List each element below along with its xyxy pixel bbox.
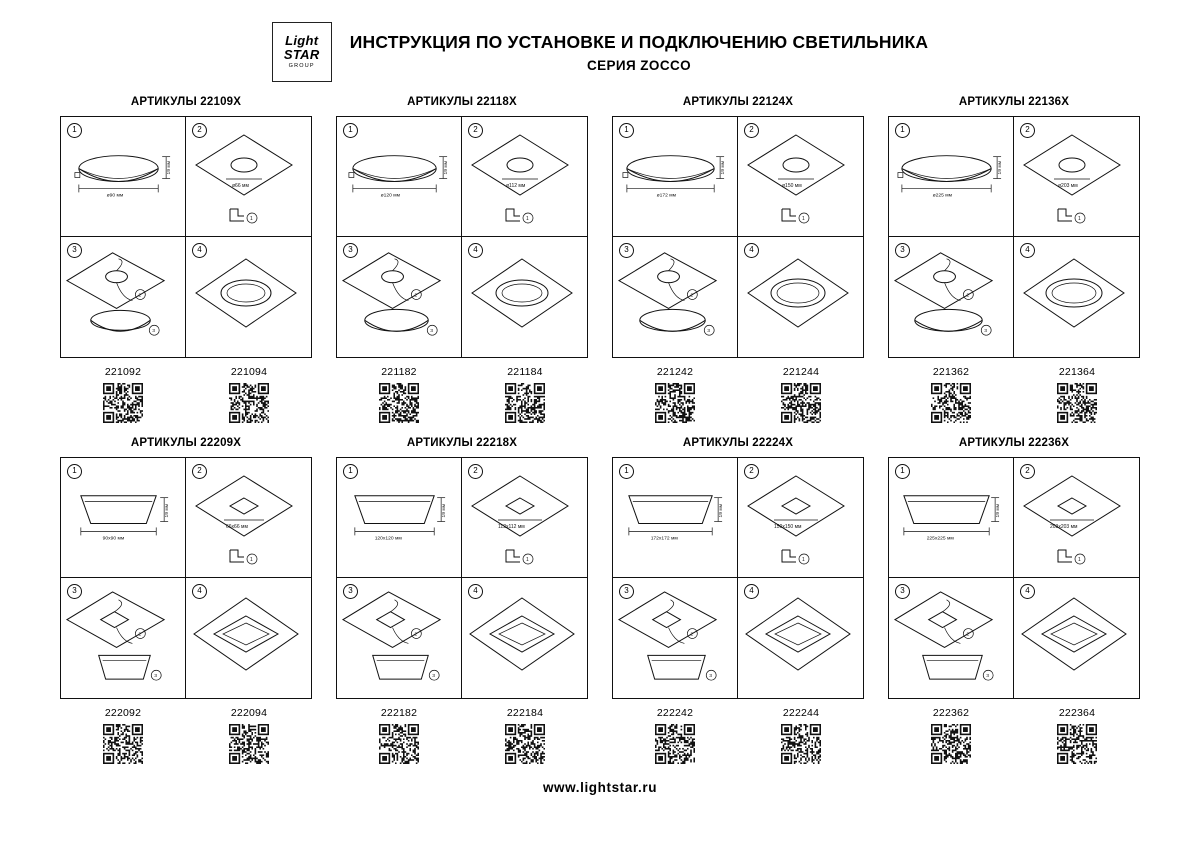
step-cell-4 [186,237,311,357]
dim-cutout-label: 66x66 мм [226,524,248,530]
svg-text:3: 3 [709,674,712,680]
diagram-ceiling-cutout-round [462,117,587,237]
qr-code [655,724,695,764]
code-number: 222182 [380,707,418,719]
qr-code [505,724,545,764]
code-number: 222362 [932,707,970,719]
svg-text:1: 1 [250,557,253,563]
code-item [344,366,454,423]
diagram-fixture-round-side [337,117,461,236]
step-number: 1 [895,123,910,138]
step-number: 1 [67,464,82,479]
diagram-wiring-round [337,237,461,356]
step-cell-3 [889,237,1014,357]
dim-cutout-label: 112x112 мм [498,524,525,530]
diagram-wiring-square [613,578,737,697]
codes-row [612,707,864,764]
code-number: 221182 [381,366,417,378]
page-subtitle: СЕРИЯ ZOCCO [586,57,692,73]
qr-code [103,724,143,764]
logo-line-2: STAR [283,47,320,63]
svg-text:3: 3 [707,329,710,335]
diagram-fixture-round-side [613,117,737,236]
step-number: 1 [619,464,634,479]
diagram-installed-round [186,237,311,357]
code-number: 222092 [104,707,142,719]
lightstar-logo [272,22,332,82]
code-item [746,366,856,423]
code-number: 222364 [1058,707,1096,719]
step-cell-2 [186,458,311,578]
dim-height-label: 19 мм [721,160,727,175]
step-number: 1 [343,464,358,479]
codes-row [888,707,1140,764]
step-cell-1 [61,458,186,578]
step-cell-4 [462,578,587,698]
dim-diameter-label: ø225 мм [932,193,953,199]
diagram-wiring-square [337,578,461,697]
steps-grid [336,457,588,699]
step-cell-3 [61,578,186,698]
svg-text:2: 2 [966,293,970,299]
code-item [896,707,1006,764]
step-number: 4 [744,584,759,599]
step-cell-2 [738,117,863,237]
block-title: АРТИКУЛЫ 22218X [406,437,518,449]
diagram-wiring-round [613,237,737,356]
dim-cutout-label: ø203 мм [1058,183,1078,189]
qr-code [781,383,821,423]
step-number: 3 [343,584,358,599]
qr-code [103,383,143,423]
svg-text:3: 3 [984,329,987,335]
svg-text:3: 3 [154,674,157,680]
code-number: 222242 [656,707,694,719]
qr-code [655,383,695,423]
codes-row [336,707,588,764]
step-cell-1 [889,458,1014,578]
step-cell-4 [738,578,863,698]
step-number: 1 [895,464,910,479]
diagram-installed-square [186,578,311,698]
codes-row [60,707,312,764]
dim-cutout-label: ø112 мм [506,183,526,189]
step-number: 4 [192,243,207,258]
product-block-22124X [612,96,864,423]
dim-height-label: 19 мм [996,503,1002,518]
step-number: 3 [67,584,82,599]
page-header [0,0,1200,82]
product-block-22209X [60,437,312,764]
svg-text:3: 3 [430,329,433,335]
step-cell-4 [1014,578,1139,698]
qr-code [379,724,419,764]
block-row-round [0,96,1200,423]
step-number: 4 [468,243,483,258]
dim-diameter-label: ø172 мм [656,193,677,199]
code-number: 222244 [782,707,820,719]
code-number: 222094 [230,707,268,719]
steps-grid [336,116,588,358]
code-item [470,707,580,764]
code-item [470,366,580,423]
diagram-installed-round [462,237,587,357]
step-number: 2 [744,123,759,138]
diagram-installed-square [1014,578,1139,698]
svg-text:1: 1 [1078,216,1081,222]
diagram-ceiling-cutout-round [738,117,863,237]
code-item [1022,366,1132,423]
diagram-fixture-round-side [889,117,1013,236]
step-cell-1 [613,117,738,237]
logo-line-1: Light [285,33,319,49]
dim-size-label: 225x225 мм [926,536,954,542]
product-block-22118X [336,96,588,423]
step-number: 2 [468,123,483,138]
step-cell-4 [738,237,863,357]
diagram-ceiling-cutout-round [1014,117,1139,237]
svg-text:3: 3 [432,674,435,680]
step-cell-1 [337,117,462,237]
dim-cutout-label: 203x203 мм [1050,524,1078,530]
svg-text:1: 1 [1078,557,1081,563]
dim-size-label: 172x172 мм [650,536,678,542]
svg-text:2: 2 [138,632,142,638]
step-number: 1 [343,123,358,138]
block-title: АРТИКУЛЫ 22136X [958,96,1070,108]
diagram-fixture-square-side [889,458,1013,577]
block-title: АРТИКУЛЫ 22224X [682,437,794,449]
step-cell-2 [1014,117,1139,237]
block-title: АРТИКУЛЫ 22109X [130,96,242,108]
diagram-ceiling-cutout-square [1014,458,1139,578]
block-title: АРТИКУЛЫ 22124X [682,96,794,108]
step-cell-4 [462,237,587,357]
step-number: 4 [468,584,483,599]
steps-grid [612,457,864,699]
product-block-22109X [60,96,312,423]
step-number: 3 [619,584,634,599]
svg-text:2: 2 [414,632,418,638]
step-number: 3 [895,584,910,599]
step-number: 1 [67,123,82,138]
step-cell-1 [613,458,738,578]
step-cell-1 [889,117,1014,237]
step-cell-2 [1014,458,1139,578]
qr-code [931,724,971,764]
header-titles [350,32,929,73]
code-item [1022,707,1132,764]
dim-height-label: 19 мм [442,503,448,518]
step-cell-2 [462,117,587,237]
step-number: 2 [192,123,207,138]
step-number: 3 [343,243,358,258]
diagram-fixture-square-side [61,458,185,577]
diagram-installed-square [738,578,863,698]
dim-height-label: 19 мм [165,503,171,518]
step-cell-2 [186,117,311,237]
code-item [344,707,454,764]
code-item [194,366,304,423]
diagram-fixture-round-side [61,117,185,236]
svg-text:1: 1 [526,557,529,563]
step-number: 3 [619,243,634,258]
diagram-installed-square [462,578,587,698]
step-cell-3 [613,237,738,357]
code-item [620,707,730,764]
diagram-ceiling-cutout-square [738,458,863,578]
qr-code [1057,724,1097,764]
code-item [620,366,730,423]
dim-cutout-label: ø66 мм [232,183,249,189]
step-number: 2 [1020,464,1035,479]
product-block-22136X [888,96,1140,423]
step-cell-2 [462,458,587,578]
codes-row [612,366,864,423]
page-title: ИНСТРУКЦИЯ ПО УСТАНОВКЕ И ПОДКЛЮЧЕНИЮ СВЕТИЛЬНИКА [349,31,929,52]
code-number: 221244 [782,366,820,378]
svg-text:1: 1 [526,216,529,222]
step-number: 4 [744,243,759,258]
diagram-wiring-square [889,578,1013,697]
diagram-installed-round [1014,237,1139,357]
dim-diameter-label: ø90 мм [106,193,124,199]
product-block-22218X [336,437,588,764]
steps-grid [888,457,1140,699]
dim-cutout-label: 150x150 мм [774,524,802,530]
block-title: АРТИКУЛЫ 22209X [130,437,242,449]
code-item [194,707,304,764]
step-number: 3 [895,243,910,258]
code-item [68,707,178,764]
qr-code [229,724,269,764]
diagram-wiring-round [61,237,185,356]
step-cell-4 [1014,237,1139,357]
dim-height-label: 19 мм [998,160,1004,175]
qr-code [229,383,269,423]
step-number: 2 [1020,123,1035,138]
svg-text:3: 3 [152,329,156,335]
step-cell-3 [337,237,462,357]
steps-grid [612,116,864,358]
steps-grid [888,116,1140,358]
block-row-square [0,437,1200,764]
svg-text:1: 1 [250,216,253,222]
codes-row [60,366,312,423]
svg-text:2: 2 [690,632,694,638]
steps-grid [60,457,312,699]
codes-row [336,366,588,423]
code-number: 221242 [656,366,694,378]
diagram-installed-round [738,237,863,357]
dim-height-label: 19 мм [719,503,725,518]
diagram-ceiling-cutout-square [186,458,311,578]
dim-height-label: 19 мм [167,160,173,175]
block-title: АРТИКУЛЫ 22118X [407,96,517,108]
step-number: 4 [1020,584,1035,599]
dim-diameter-label: ø120 мм [380,193,401,199]
diagram-ceiling-cutout-round [186,117,311,237]
dim-height-label: 19 мм [444,160,450,175]
step-number: 4 [192,584,207,599]
svg-text:1: 1 [802,216,805,222]
dim-cutout-label: ø150 мм [782,183,802,189]
diagram-wiring-round [889,237,1013,356]
diagram-wiring-square [61,578,185,697]
diagram-ceiling-cutout-square [462,458,587,578]
qr-code [781,724,821,764]
step-number: 2 [468,464,483,479]
qr-code [505,383,545,423]
website-footer: www.lightstar.ru [542,780,658,795]
svg-text:3: 3 [986,674,989,680]
code-item [68,366,178,423]
step-number: 2 [744,464,759,479]
code-item [896,366,1006,423]
step-cell-3 [61,237,186,357]
svg-text:2: 2 [690,293,694,299]
svg-text:2: 2 [966,632,970,638]
steps-grid [60,116,312,358]
code-number: 221184 [507,366,543,378]
qr-code [1057,383,1097,423]
step-number: 1 [619,123,634,138]
codes-row [888,366,1140,423]
block-title: АРТИКУЛЫ 22236X [958,437,1070,449]
product-block-22224X [612,437,864,764]
diagram-fixture-square-side [337,458,461,577]
code-item [746,707,856,764]
step-cell-1 [61,117,186,237]
dim-size-label: 90x90 мм [102,536,125,542]
product-block-22236X [888,437,1140,764]
step-number: 3 [67,243,82,258]
step-cell-1 [337,458,462,578]
step-cell-2 [738,458,863,578]
step-cell-3 [337,578,462,698]
svg-text:2: 2 [414,293,418,299]
qr-code [379,383,419,423]
code-number: 221092 [104,366,142,378]
svg-text:1: 1 [802,557,805,563]
step-number: 2 [192,464,207,479]
step-cell-4 [186,578,311,698]
code-number: 221094 [230,366,268,378]
diagram-fixture-square-side [613,458,737,577]
logo-line-3: GROUP [288,62,315,69]
svg-text:2: 2 [138,293,142,299]
code-number: 222184 [506,707,544,719]
code-number: 221364 [1058,366,1096,378]
step-cell-3 [613,578,738,698]
qr-code [931,383,971,423]
dim-size-label: 120x120 мм [374,536,402,542]
step-number: 4 [1020,243,1035,258]
code-number: 221362 [932,366,970,378]
step-cell-3 [889,578,1014,698]
